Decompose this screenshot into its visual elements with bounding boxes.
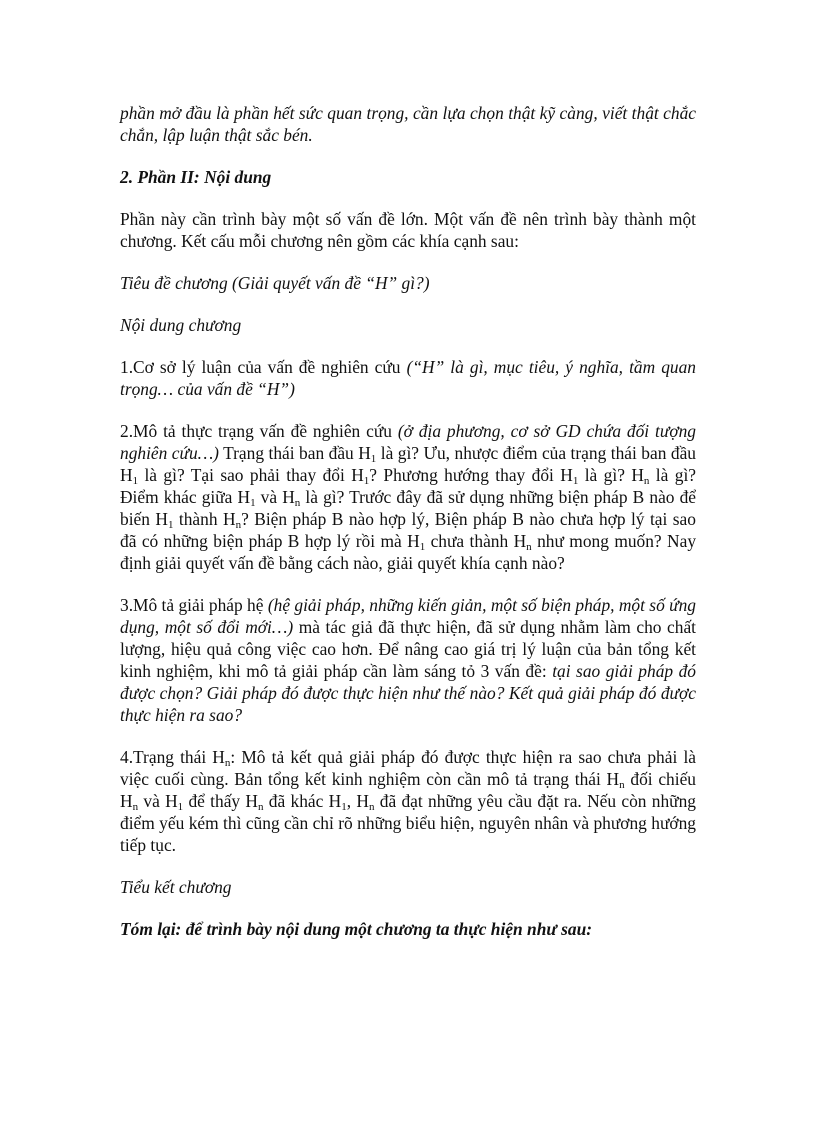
subscript: n [235,519,242,531]
item-4-text: 4.Trạng thái H [120,747,225,767]
subscript: 1 [341,801,347,813]
subscript: 1 [167,519,174,531]
item-4-text: , H [346,791,369,811]
item-1-note: (“H” là gì, mục tiêu, ý nghĩa, tầm quan trọng… của vấn đề “H”) [120,357,697,399]
item-3-note: (hệ giải pháp, những kiến giản, một số biện pháp, một số ứng dụng, một số đổi mới…) [120,595,696,637]
subscript: n [619,779,625,791]
subscript: n [368,801,375,813]
section-heading: 2. Phần II: Nội dung [120,167,272,187]
item-4-text: : Mô tả kết quả giải pháp đó được thực hiện ra sao chưa phải là việc cuối cùng. Bản tổng kết kinh nghiệm còn cần mô tả trạng thái H [120,747,696,789]
item-3-lead: 3.Mô tả giải pháp hệ [120,595,268,615]
item-2-text: là gì? Điểm khác giữa H [120,465,696,507]
intro-paragraph: phần mở đầu là phần hết sức quan trọng, cần lựa chọn thật kỹ càng, viết thật chắc chắn, lập luận thật sắc bén. [120,103,696,145]
item-2-text: là gì? Trước đây đã sử dụng những biện pháp B nào để biến H [120,487,697,529]
item-3-paragraph [120,594,696,726]
item-2-text: ? Phương hướng thay đổi H [369,465,573,485]
chapter-summary-line: Tiểu kết chương [120,877,232,897]
item-3-questions: tại sao giải pháp đó được chọn? Giải pháp đó được thực hiện như thế nào? Kết quả giải pháp đó được thực hiện ra sao? [120,661,696,725]
item-2-text: thành H [173,509,236,529]
item-2-text: là gì? Ưu, nhược điểm của trạng thái ban đầu H [120,443,696,485]
subscript: 1 [572,475,579,487]
item-1-paragraph [120,356,696,400]
item-2-text: như mong muốn? Nay định giải quyết vấn đề bằng cách nào, giải quyết khía cạnh nào? [120,531,697,573]
subscript: 1 [132,475,139,487]
item-2-paragraph [120,420,696,574]
item-2-text: và H [255,487,295,507]
item-2-text: là gì? H [578,465,644,485]
item-2-text: chưa thành H [425,531,527,551]
subscript: n [224,757,231,769]
subscript: n [132,801,139,813]
paragraph-overview: Phần này cần trình bày một số vấn đề lớn. Một vấn đề nên trình bày thành một chương. Kết cấu mỗi chương nên gồm các khía cạnh sau: [120,209,696,251]
subscript: n [526,541,532,553]
item-2-text: ? Biện pháp B nào hợp lý, Biện pháp B nào chưa hợp lý tại sao đã có những biện pháp B hợp lý rồi mà H [120,509,696,551]
subscript: 1 [250,497,256,509]
item-2-text: là gì? Tại sao phải thay đổi H [138,465,364,485]
item-2-text: Trạng thái ban đầu H [218,443,371,463]
item-4-text: đối chiếu H [120,769,696,811]
subscript: n [294,497,301,509]
subscript: 1 [370,453,377,465]
subscript: 1 [363,475,370,487]
item-4-text: để thấy H [183,791,258,811]
chapter-content-line: Nội dung chương [120,315,242,335]
subscript: n [643,475,650,487]
item-4-text: đã đạt những yêu cầu đặt ra. Nếu còn những điểm yếu kém thì cũng cần chỉ rõ những biểu hiện, nguyên nhân và phương hướng tiếp tục. [120,791,696,855]
item-4-paragraph [120,746,696,856]
item-2-note: (ở địa phương, cơ sở GD chứa đối tượng nghiên cứu…) [120,421,696,463]
item-4-text: đã khác H [263,791,342,811]
item-1-lead: 1.Cơ sở lý luận của vấn đề nghiên cứu [120,357,407,377]
item-3-body: mà tác giả đã thực hiện, đã sử dụng nhằm làm cho chất lượng, hiệu quả công việc cao hơn. Để nâng cao giá trị lý luận của bản tổng kết kinh nghiệm, khi mô tả giải pháp cần làm sáng tỏ 3 vấn đề: [120,617,696,681]
subscript: 1 [177,801,184,813]
chapter-title-line: Tiêu đề chương (Giải quyết vấn đề “H” gì?) [120,273,430,293]
subscript: 1 [419,541,426,553]
item-2-lead: 2.Mô tả thực trạng vấn đề nghiên cứu [120,421,398,441]
item-4-text: và H [138,791,178,811]
subscript: n [258,801,264,813]
summary-line: Tóm lại: để trình bày nội dung một chương ta thực hiện như sau: [120,919,593,939]
